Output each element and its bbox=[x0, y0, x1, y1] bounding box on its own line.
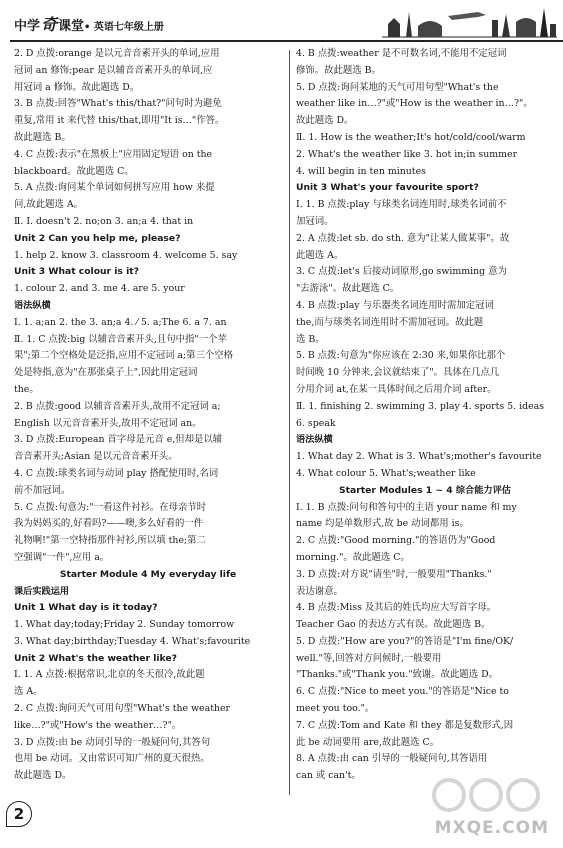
answer-line: Ⅰ. 1. a;an 2. the 3. an;a 4. ⁄ 5. a;The 6. a 7. an bbox=[14, 316, 227, 328]
answer-line: Ⅱ. 1. C 点拨:big 以辅音音素开头,且句中指"一个苹 bbox=[14, 333, 227, 345]
answer-line: "去游泳"。故此题选 C。 bbox=[296, 283, 400, 295]
answer-line: 2. What's the weather like 3. hot in;in summer bbox=[296, 148, 518, 160]
section-heading: Unit 1 What day is it today? bbox=[14, 602, 158, 614]
answer-line: 4. B 点拨:weather 是不可数名词,不能用不定冠词 bbox=[296, 48, 507, 59]
answer-line: 1. What day;today;Friday 2. Sunday tomorrow bbox=[14, 619, 235, 631]
section-heading: Starter Modules 1 ~ 4 综合能力评估 bbox=[339, 484, 511, 496]
answer-line: 3. D 点拨:由 be 动词引导的一般疑问句,其答句 bbox=[14, 736, 211, 748]
brand-left: 中学 bbox=[14, 19, 41, 34]
answer-line: 4. C 点拨:表示"在黑板上"应用固定短语 on the bbox=[14, 148, 213, 160]
answer-line: 选 A。 bbox=[14, 686, 43, 698]
answer-line: can 或 can't。 bbox=[296, 770, 361, 782]
answer-line: Ⅰ. 1. B 点拨:问句和答句中的主语 your name 和 my bbox=[296, 501, 517, 513]
answer-line: 2. B 点拨:good 以辅音音素开头,故用不定冠词 a; bbox=[14, 400, 221, 412]
section-heading: 课后实践运用 bbox=[14, 585, 70, 597]
answer-line: the,而与球类名词连用时不需加冠词。故此题 bbox=[296, 316, 484, 328]
answer-line: 我为妈妈买的,好看吗?——噢,多么好看的一件 bbox=[14, 518, 204, 530]
answer-line: 7. C 点拨:Tom and Kate 和 they 都是复数形式,因 bbox=[296, 719, 514, 731]
answer-line: 此题选 A。 bbox=[296, 249, 344, 261]
answer-line: blackboard。故此题选 C。 bbox=[14, 165, 134, 177]
answer-line: 4. will begin in ten minutes bbox=[296, 165, 426, 177]
left-column bbox=[14, 46, 282, 785]
answer-line: Teacher Gao 的表达方式有误。故此题选 B。 bbox=[296, 619, 491, 631]
section-heading: 语法纵横 bbox=[296, 434, 333, 446]
watermark bbox=[414, 776, 549, 838]
answer-line: 3. D 点拨:European 首字母是元音 e,但却是以辅 bbox=[14, 434, 223, 446]
answer-line: 1. colour 2. and 3. me 4. are 5. your bbox=[14, 283, 185, 295]
answer-line: 3. D 点拨:对方说"请坐"时,一般要用"Thanks." bbox=[296, 568, 492, 580]
answer-line: 3. What day;birthday;Tuesday 4. What's;favourite bbox=[14, 635, 251, 647]
answer-line: weather like in…?"或"How is the weather in…?"。 bbox=[296, 98, 533, 110]
answer-line: 冠词 an 修饰;pear 是以辅音音素开头的单词,应 bbox=[14, 64, 213, 76]
answer-line: 5. D 点拨:"How are you?"的答语是"I'm fine/OK/ bbox=[296, 635, 514, 647]
section-heading: Starter Module 4 My everyday life bbox=[59, 568, 237, 580]
answer-line: 选 B。 bbox=[296, 333, 325, 345]
answer-line: like…?"或"How's the weather…?"。 bbox=[14, 719, 182, 731]
answer-line: English 以元音音素开头,故用不定冠词 an。 bbox=[14, 417, 202, 429]
brand-right: 课堂 bbox=[58, 19, 85, 34]
answer-line: 此 be 动词要用 are,故此题选 C。 bbox=[296, 736, 439, 748]
answer-line: Ⅱ. Ⅰ. doesn't 2. no;on 3. an;a 4. that in bbox=[14, 215, 194, 227]
answer-line: 3. C 点拨:let's 后接动词原形,go swimming 意为 bbox=[296, 266, 507, 278]
book-brand bbox=[14, 12, 164, 35]
answer-line: 1. What day 2. What is 3. What's;mother's favourite bbox=[296, 451, 542, 463]
header-rule bbox=[10, 40, 563, 42]
answer-line: Ⅱ. 1. finishing 2. swimming 3. play 4. sports 5. ideas bbox=[296, 400, 545, 412]
answer-line: 空强调"一件",应用 a。 bbox=[14, 551, 110, 563]
answer-line: 故此题选 D。 bbox=[14, 770, 72, 782]
answer-line: 处是特指,意为"在那张桌子上",因此用定冠词 bbox=[14, 367, 198, 379]
watermark-text: MXQE.COM bbox=[434, 818, 549, 838]
answer-line: 3. B 点拨:回答"What's this/that?"问句时为避免 bbox=[14, 98, 222, 110]
answer-line: Ⅰ. 1. A 点拨:根据常识,北京的冬天很冷,故此题 bbox=[14, 669, 205, 681]
section-heading: Unit 2 What's the weather like? bbox=[14, 652, 177, 664]
answer-line: 分用介词 at,在某一具体时间之后用介词 after。 bbox=[296, 383, 497, 395]
answer-line: the。 bbox=[14, 383, 39, 395]
section-heading: Unit 2 Can you help me, please? bbox=[14, 232, 181, 244]
page-number bbox=[6, 801, 32, 827]
answer-line: 1. help 2. know 3. classroom 4. welcome 5. say bbox=[14, 249, 238, 261]
answer-line: name 均是单数形式,故 be 动词都用 is。 bbox=[296, 518, 469, 530]
answer-line: 6. C 点拨:"Nice to meet you."的答语是"Nice to bbox=[296, 686, 509, 698]
answer-line: 4. C 点拨:球类名词与动词 play 搭配使用时,名词 bbox=[14, 467, 219, 479]
answer-line: 4. B 点拨:play 与乐器类名词连用时需加定冠词 bbox=[296, 299, 494, 311]
answer-line: 用冠词 a 修饰。故此题选 D。 bbox=[14, 81, 140, 93]
answer-line: 2. C 点拨:询问天气可用句型"What's the weather bbox=[14, 703, 231, 715]
answer-line: 2. D 点拨:orange 是以元音音素开头的单词,应用 bbox=[14, 48, 220, 59]
section-heading: Unit 3 What colour is it? bbox=[14, 266, 139, 278]
answer-line: Ⅱ. 1. How is the weather;It's hot/cold/cool/warm bbox=[296, 131, 526, 143]
answer-line: 时间晚 10 分钟来,会议就结束了"。具体在几点几 bbox=[296, 367, 500, 379]
brand-logo: 奇 bbox=[41, 15, 58, 34]
answer-line: 4. What colour 5. What's;weather like bbox=[296, 467, 476, 479]
answer-line: 2. C 点拨:"Good morning."的答语仍为"Good bbox=[296, 535, 496, 547]
page-number-ring bbox=[6, 801, 32, 827]
right-column bbox=[296, 46, 554, 785]
answer-line: morning."。故此题选 C。 bbox=[296, 551, 410, 563]
landmarks-illustration bbox=[382, 4, 557, 40]
answer-line: well."等,回答对方问候时,一般要用 bbox=[296, 652, 442, 664]
answer-line: 重复,常用 it 来代替 this/that,即用"It is…"作答。 bbox=[14, 115, 225, 127]
answer-line: 4. B 点拨:Miss 及其后的姓氏均应大写首字母。 bbox=[296, 602, 497, 614]
answer-line: 5. C 点拨:句意为:"一看这件衬衫。在母亲节时 bbox=[14, 501, 207, 513]
answer-line: 故此题选 D。 bbox=[296, 115, 354, 127]
answer-line: Ⅰ. 1. B 点拨:play 与球类名词连用时,球类名词前不 bbox=[296, 199, 507, 211]
section-heading: 语法纵横 bbox=[14, 299, 51, 311]
answer-line: 5. A 点拨:询问某个单词如何拼写应用 how 来提 bbox=[14, 182, 215, 194]
answer-line: 也用 be 动词。又由常识可知广州的夏天很热。 bbox=[14, 753, 210, 765]
page-number-text: 2 bbox=[13, 805, 25, 823]
answer-line: 故此题选 B。 bbox=[14, 131, 71, 143]
answer-line: 8. A 点拨:由 can 引导的一般疑问句,其答语用 bbox=[296, 753, 488, 765]
section-heading: Unit 3 What's your favourite sport? bbox=[296, 182, 479, 194]
answer-line: 音音素开头;Asian 是以元音音素开头。 bbox=[14, 451, 178, 463]
answer-line: 2. A 点拨:let sb. do sth. 意为"让某人做某事"。故 bbox=[296, 232, 510, 244]
answer-line: 问,故此题选 A。 bbox=[14, 199, 83, 211]
page-header bbox=[0, 0, 563, 44]
answer-line: 5. B 点拨:句意为"你应该在 2:30 来,如果你比那个 bbox=[296, 350, 506, 362]
book-subtitle: • 英语七年级上册 bbox=[84, 22, 164, 33]
answer-line: 5. D 点拨:询问某地的天气可用句型"What's the bbox=[296, 81, 499, 93]
answer-line: 6. speak bbox=[296, 417, 336, 429]
answer-line: 礼物啊!"第一空特指那件衬衫,所以填 the;第二 bbox=[14, 535, 206, 547]
answer-line: "Thanks."或"Thank you."致谢。故此题选 D。 bbox=[296, 669, 499, 681]
answer-line: 加冠词。 bbox=[296, 215, 334, 227]
answer-line: meet you too."。 bbox=[296, 703, 375, 715]
answer-line: 修饰。故此题选 B。 bbox=[296, 64, 381, 76]
answer-line: 表达谢意。 bbox=[296, 585, 343, 597]
answer-line: 前不加冠词。 bbox=[14, 484, 71, 496]
watermark-logo-icon bbox=[431, 776, 541, 814]
column-divider bbox=[289, 50, 290, 795]
answer-line: 果";第二个空格处是泛指,应用不定冠词 a;第三个空格 bbox=[14, 350, 234, 362]
